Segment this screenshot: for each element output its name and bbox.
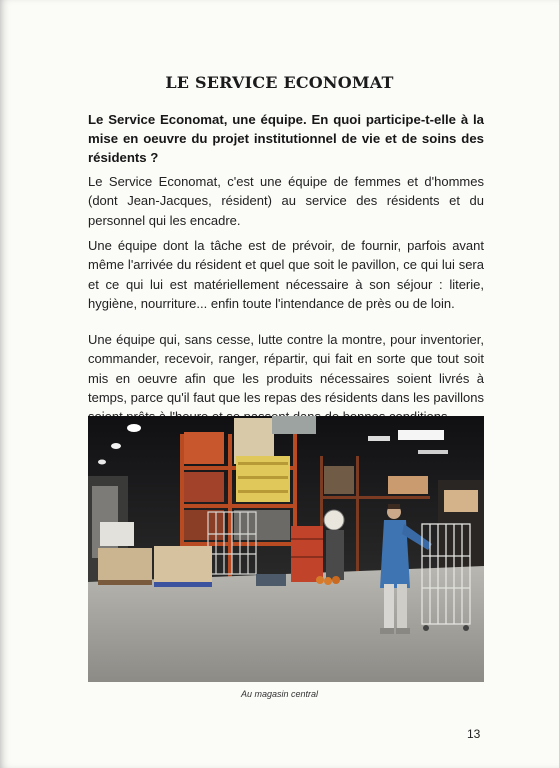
page-number: 13: [467, 727, 481, 741]
paragraph-3: Une équipe qui, sans cesse, lutte contre la montre, pour inventorier, commander, recevoir, ranger, répartir, qui fait en sorte que tout soit mis en oeuvre afin que les produits nécessaires soient livrés à temps, parce qu'il faut que les repas des résidents dans les pavillons: [88, 332, 484, 405]
lead-question: Le Service Economat, une équipe. En quoi participe-t-elle à la mise en oeuvre du projet institutionnel de vie et de soins des résidents ?: [88, 112, 484, 165]
photo-caption: Au magasin central: [240, 689, 319, 699]
paragraph-1: Le Service Economat, c'est une équipe de femmes et d'hommes (dont Jean-Jacques, résident) au service des résidents et du personnel qui les encadre.: [88, 174, 484, 228]
page-title: LE SERVICE ECONOMAT: [165, 73, 394, 92]
warehouse-photo: [88, 416, 484, 682]
paragraph-2: Une équipe dont la tâche est de prévoir, de fournir, parfois avant même l'arrivée du résident et quel que soit le pavillon, ce qui lui sera et ce qui lui est matériellement nécessaire à son séjour : literie, hygiène, nourriture... enfin toute l'intendance de près ou de loin.: [88, 238, 484, 311]
